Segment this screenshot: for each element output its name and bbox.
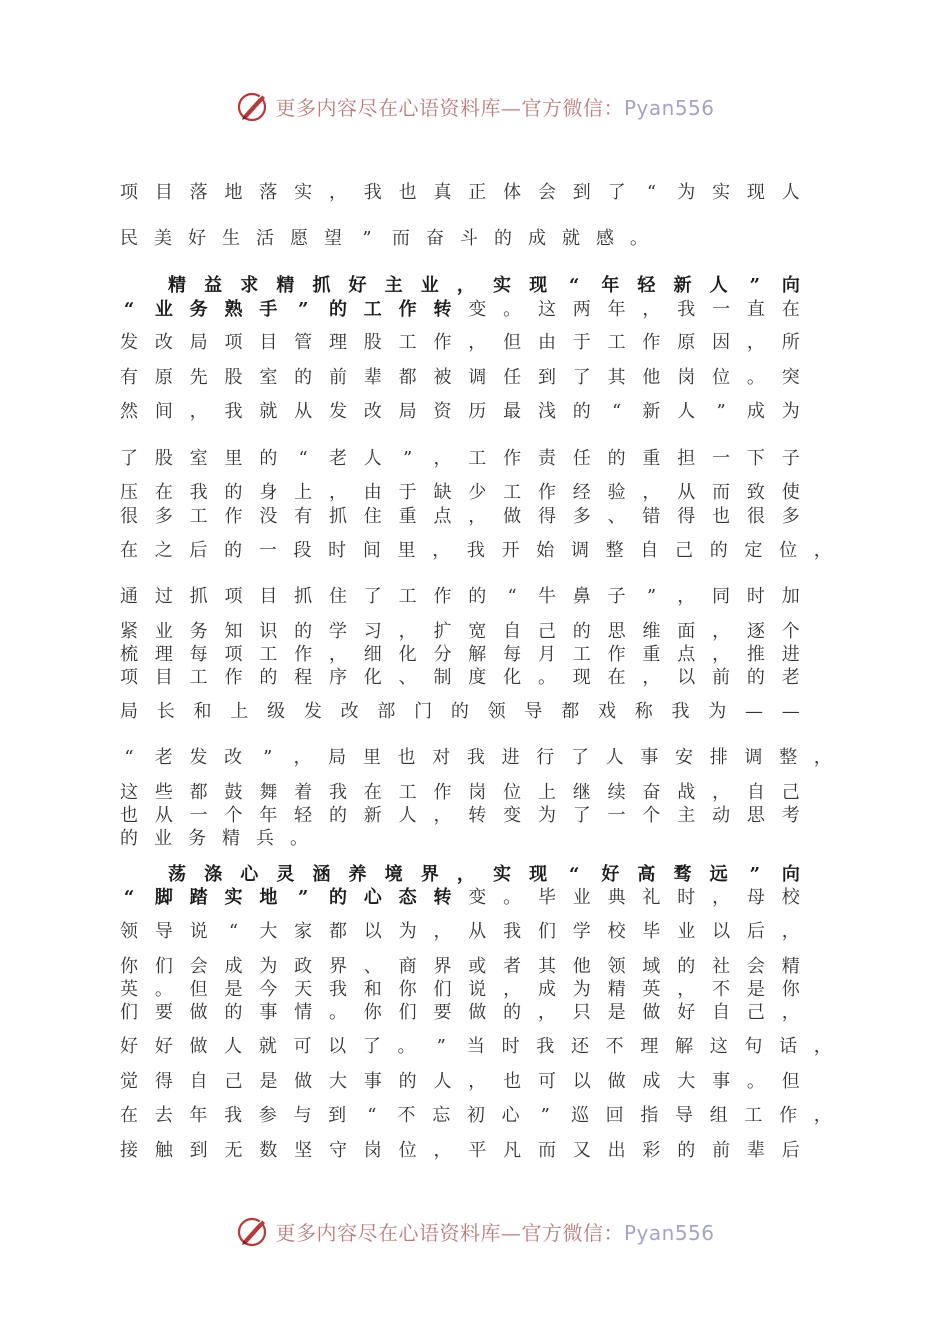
- text-line: “ 脚 踏 实 地 ” 的 心 态 转 变 。 毕 业 典 礼 时 ， 母 校: [123, 887, 800, 908]
- text-line: 领 导 说 “ 大 家 都 以 为 ， 从 我 们 学 校 毕 业 以 后 ，: [120, 921, 800, 942]
- text-line: 在 之 后 的 一 段 时 间 里 ， 我 开 始 调 整 自 己 的 定 位 ，: [120, 540, 832, 561]
- text-line: 通 过 抓 项 目 抓 住 了 工 作 的 “ 牛 鼻 子 ” ， 同 时 加: [120, 586, 800, 607]
- text-line: 紧 业 务 知 识 的 学 习 ， 扩 宽 自 己 的 思 维 面 ， 逐 个: [120, 621, 800, 642]
- text-line: 英 。 但 是 今 天 我 和 你 们 说 ， 成 为 精 英 ， 不 是 你: [120, 979, 800, 1000]
- text-line: 你 们 会 成 为 政 界 、 商 界 或 者 其 他 领 域 的 社 会 精: [120, 956, 800, 977]
- text-line: “ 业 务 熟 手 ” 的 工 作 转 变 。 这 两 年 ， 我 一 直 在: [123, 299, 800, 320]
- text-line: 这 些 都 鼓 舞 着 我 在 工 作 岗 位 上 继 续 奋 战 ， 自 己: [120, 782, 800, 803]
- watermark-header: [0, 86, 950, 126]
- watermark-text: 更多内容尽在心语资料库—官方微信：Pyan556: [275, 1220, 715, 1245]
- watermark-footer: [0, 1211, 950, 1251]
- text-line: 梳 理 每 项 工 作 ， 细 化 分 解 每 月 工 作 重 点 ， 推 进: [120, 644, 800, 665]
- text-line: 觉 得 自 己 是 做 大 事 的 人 ， 也 可 以 做 成 大 事 。 但: [120, 1071, 800, 1092]
- text-line: 项 目 工 作 的 程 序 化 、 制 度 化 。 现 在 ， 以 前 的 老: [120, 667, 800, 688]
- text-line: 接 触 到 无 数 坚 守 岗 位 ， 平 凡 而 又 出 彩 的 前 辈 后: [120, 1140, 800, 1161]
- text-line: “ 老 发 改 ” ， 局 里 也 对 我 进 行 了 人 事 安 排 调 整 ，: [124, 747, 832, 768]
- text-line: 们 要 做 的 事 情 。 你 们 要 做 的 ， 只 是 做 好 自 己 ，: [120, 1002, 800, 1023]
- text-line: 压 在 我 的 身 上 ， 由 于 缺 少 工 作 经 验 ， 从 而 致 使: [120, 482, 800, 503]
- text-line: 精 益 求 精 抓 好 主 业 ， 实 现 “ 年 轻 新 人 ” 向: [168, 275, 800, 296]
- text-line: 的 业 务 精 兵 。: [120, 828, 308, 849]
- text-line: 民 美 好 生 活 愿 望 ” 而 奋 斗 的 成 就 感 。: [120, 228, 648, 249]
- text-line: 也 从 一 个 年 轻 的 新 人 ， 转 变 为 了 一 个 主 动 思 考: [120, 805, 800, 826]
- pen-circle-logo-icon: [235, 1213, 271, 1249]
- text-line: 好 好 做 人 就 可 以 了 。 ” 当 时 我 还 不 理 解 这 句 话 ，: [120, 1036, 832, 1057]
- text-line: 有 原 先 股 室 的 前 辈 都 被 调 任 到 了 其 他 岗 位 。 突: [120, 367, 800, 388]
- text-line: 然 间 ， 我 就 从 发 改 局 资 历 最 浅 的 “ 新 人 ” 成 为: [120, 401, 800, 422]
- text-line: 很 多 工 作 没 有 抓 住 重 点 ， 做 得 多 、 错 得 也 很 多: [120, 506, 800, 527]
- text-line: 在 去 年 我 参 与 到 “ 不 忘 初 心 ” 巡 回 指 导 组 工 作 ，: [120, 1105, 832, 1126]
- text-line: 了 股 室 里 的 “ 老 人 ” ， 工 作 责 任 的 重 担 一 下 子: [120, 448, 800, 469]
- text-line: 发 改 局 项 目 管 理 股 工 作 ， 但 由 于 工 作 原 因 ， 所: [120, 332, 800, 353]
- text-line: 荡 涤 心 灵 涵 养 境 界 ， 实 现 “ 好 高 骛 远 ” 向: [168, 864, 800, 885]
- text-line: 项 目 落 地 落 实 ， 我 也 真 正 体 会 到 了 “ 为 实 现 人: [120, 182, 800, 203]
- pen-circle-logo-icon: [235, 88, 271, 124]
- text-line: 局 长 和 上 级 发 改 部 门 的 领 导 都 戏 称 我 为 — —: [120, 701, 800, 722]
- watermark-text: 更多内容尽在心语资料库—官方微信：Pyan556: [275, 95, 715, 120]
